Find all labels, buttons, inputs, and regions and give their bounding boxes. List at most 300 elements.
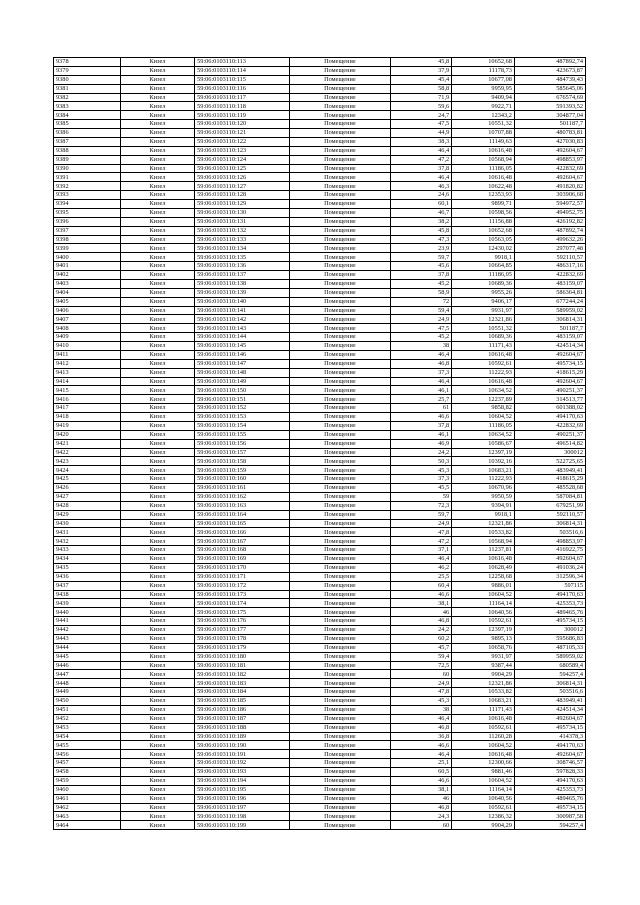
cadastral-value-cell: 424514,34 (514, 705, 585, 714)
table-row (54, 315, 586, 324)
object-type-cell: Помещение (290, 324, 390, 333)
cadastral-number-cell: 59:06:0103110:163 (195, 501, 290, 510)
city-cell: Кизел (120, 634, 194, 643)
area-cell: 24,3 (390, 812, 452, 821)
cadastral-value-cell: 427030,83 (514, 137, 585, 146)
row-number-cell: 9432 (54, 537, 121, 546)
specific-value-cell: 11186,05 (452, 271, 515, 280)
object-type-cell: Помещение (290, 191, 390, 200)
object-type-cell: Помещение (290, 386, 390, 395)
area-cell: 59,4 (390, 652, 452, 661)
cadastral-number-cell: 59:06:0103110:187 (195, 714, 290, 723)
row-number-cell: 9453 (54, 723, 121, 732)
area-cell: 24,9 (390, 679, 452, 688)
cadastral-number-cell: 59:06:0103110:195 (195, 785, 290, 794)
specific-value-cell: 12300,66 (452, 759, 515, 768)
cadastral-value-cell: 492604,67 (514, 714, 585, 723)
area-cell: 72 (390, 297, 452, 306)
specific-value-cell: 10592,61 (452, 723, 515, 732)
cadastral-value-cell: 483949,41 (514, 466, 585, 475)
row-number-cell: 9427 (54, 492, 121, 501)
object-type-cell: Помещение (290, 315, 390, 324)
row-number-cell: 9414 (54, 377, 121, 386)
city-cell: Кизел (120, 377, 194, 386)
cadastral-number-cell: 59:06:0103110:119 (195, 111, 290, 120)
city-cell: Кизел (120, 146, 194, 155)
city-cell: Кизел (120, 413, 194, 422)
table-row (54, 306, 586, 315)
city-cell: Кизел (120, 226, 194, 235)
object-type-cell: Помещение (290, 608, 390, 617)
specific-value-cell: 10628,49 (452, 563, 515, 572)
area-cell: 45,5 (390, 484, 452, 493)
area-cell: 37,1 (390, 546, 452, 555)
area-cell: 47,3 (390, 235, 452, 244)
specific-value-cell: 10640,56 (452, 794, 515, 803)
area-cell: 38,1 (390, 599, 452, 608)
object-type-cell: Помещение (290, 723, 390, 732)
cadastral-number-cell: 59:06:0103110:177 (195, 626, 290, 635)
object-type-cell: Помещение (290, 705, 390, 714)
city-cell: Кизел (120, 528, 194, 537)
cadastral-value-cell: 492604,67 (514, 350, 585, 359)
area-cell: 44,9 (390, 129, 452, 138)
row-number-cell: 9460 (54, 785, 121, 794)
table-row (54, 173, 586, 182)
cadastral-value-table (53, 57, 586, 830)
object-type-cell: Помещение (290, 306, 390, 315)
table-row (54, 546, 586, 555)
city-cell: Кизел (120, 484, 194, 493)
cadastral-value-cell: 494170,63 (514, 413, 585, 422)
row-number-cell: 9437 (54, 581, 121, 590)
table-row (54, 821, 586, 830)
cadastral-value-cell: 483949,41 (514, 697, 585, 706)
city-cell: Кизел (120, 697, 194, 706)
area-cell: 46,7 (390, 208, 452, 217)
specific-value-cell: 10392,16 (452, 457, 515, 466)
object-type-cell: Помещение (290, 794, 390, 803)
cadastral-value-cell: 423673,87 (514, 66, 585, 75)
area-cell: 46,4 (390, 750, 452, 759)
specific-value-cell: 10683,21 (452, 466, 515, 475)
city-cell: Кизел (120, 191, 194, 200)
cadastral-value-cell: 491036,24 (514, 563, 585, 572)
specific-value-cell: 11164,14 (452, 785, 515, 794)
object-type-cell: Помещение (290, 572, 390, 581)
city-cell: Кизел (120, 608, 194, 617)
area-cell: 23,9 (390, 244, 452, 253)
table-row (54, 155, 586, 164)
cadastral-number-cell: 59:06:0103110:147 (195, 359, 290, 368)
area-cell: 25,7 (390, 395, 452, 404)
cadastral-number-cell: 59:06:0103110:173 (195, 590, 290, 599)
object-type-cell: Помещение (290, 484, 390, 493)
object-type-cell: Помещение (290, 732, 390, 741)
row-number-cell: 9451 (54, 705, 121, 714)
table-row (54, 555, 586, 564)
row-number-cell: 9392 (54, 182, 121, 191)
cadastral-number-cell: 59:06:0103110:127 (195, 182, 290, 191)
area-cell: 24,2 (390, 626, 452, 635)
city-cell: Кизел (120, 661, 194, 670)
row-number-cell: 9464 (54, 821, 121, 830)
city-cell: Кизел (120, 84, 194, 93)
row-number-cell: 9456 (54, 750, 121, 759)
cadastral-number-cell: 59:06:0103110:197 (195, 803, 290, 812)
table-row (54, 226, 586, 235)
specific-value-cell: 11260,28 (452, 732, 515, 741)
cadastral-value-cell: 592110,57 (514, 510, 585, 519)
cadastral-value-cell: 495734,15 (514, 359, 585, 368)
specific-value-cell: 9409,94 (452, 93, 515, 102)
table-row (54, 652, 586, 661)
table-row (54, 271, 586, 280)
object-type-cell: Помещение (290, 768, 390, 777)
object-type-cell: Помещение (290, 555, 390, 564)
table-row (54, 333, 586, 342)
area-cell: 45,7 (390, 643, 452, 652)
object-type-cell: Помещение (290, 590, 390, 599)
cadastral-value-cell: 498853,97 (514, 537, 585, 546)
cadastral-value-cell: 306814,31 (514, 315, 585, 324)
city-cell: Кизел (120, 785, 194, 794)
cadastral-value-cell: 486317,16 (514, 262, 585, 271)
cadastral-value-cell: 426192,82 (514, 217, 585, 226)
cadastral-value-cell: 300987,58 (514, 812, 585, 821)
city-cell: Кизел (120, 501, 194, 510)
object-type-cell: Помещение (290, 475, 390, 484)
city-cell: Кизел (120, 182, 194, 191)
city-cell: Кизел (120, 759, 194, 768)
cadastral-value-cell: 418615,29 (514, 368, 585, 377)
area-cell: 60 (390, 821, 452, 830)
specific-value-cell: 10533,82 (452, 528, 515, 537)
area-cell: 24,2 (390, 448, 452, 457)
object-type-cell: Помещение (290, 652, 390, 661)
row-number-cell: 9421 (54, 439, 121, 448)
cadastral-number-cell: 59:06:0103110:165 (195, 519, 290, 528)
specific-value-cell: 10568,94 (452, 155, 515, 164)
table-row (54, 617, 586, 626)
city-cell: Кизел (120, 768, 194, 777)
city-cell: Кизел (120, 102, 194, 111)
cadastral-number-cell: 59:06:0103110:113 (195, 58, 290, 67)
table-row (54, 404, 586, 413)
city-cell: Кизел (120, 324, 194, 333)
row-number-cell: 9428 (54, 501, 121, 510)
row-number-cell: 9436 (54, 572, 121, 581)
row-number-cell: 9416 (54, 395, 121, 404)
cadastral-number-cell: 59:06:0103110:115 (195, 75, 290, 84)
cadastral-value-cell: 303906,68 (514, 191, 585, 200)
object-type-cell: Помещение (290, 759, 390, 768)
area-cell: 37,3 (390, 475, 452, 484)
cadastral-number-cell: 59:06:0103110:199 (195, 821, 290, 830)
object-type-cell: Помещение (290, 208, 390, 217)
table-row (54, 581, 586, 590)
table-row (54, 208, 586, 217)
row-number-cell: 9439 (54, 599, 121, 608)
area-cell: 46,1 (390, 430, 452, 439)
table-row (54, 776, 586, 785)
specific-value-cell: 12237,89 (452, 395, 515, 404)
cadastral-number-cell: 59:06:0103110:166 (195, 528, 290, 537)
specific-value-cell: 9918,1 (452, 510, 515, 519)
table-row (54, 537, 586, 546)
specific-value-cell: 11149,63 (452, 137, 515, 146)
row-number-cell: 9433 (54, 546, 121, 555)
table-row (54, 714, 586, 723)
city-cell: Кизел (120, 492, 194, 501)
object-type-cell: Помещение (290, 448, 390, 457)
city-cell: Кизел (120, 386, 194, 395)
area-cell: 46,4 (390, 350, 452, 359)
cadastral-number-cell: 59:06:0103110:174 (195, 599, 290, 608)
cadastral-number-cell: 59:06:0103110:139 (195, 288, 290, 297)
cadastral-value-cell: 490251,37 (514, 386, 585, 395)
city-cell: Кизел (120, 395, 194, 404)
city-cell: Кизел (120, 155, 194, 164)
cadastral-number-cell: 59:06:0103110:145 (195, 342, 290, 351)
cadastral-value-cell: 480783,81 (514, 129, 585, 138)
row-number-cell: 9423 (54, 457, 121, 466)
cadastral-number-cell: 59:06:0103110:122 (195, 137, 290, 146)
area-cell: 47,5 (390, 120, 452, 129)
row-number-cell: 9388 (54, 146, 121, 155)
area-cell: 61 (390, 404, 452, 413)
object-type-cell: Помещение (290, 510, 390, 519)
cadastral-number-cell: 59:06:0103110:156 (195, 439, 290, 448)
cadastral-number-cell: 59:06:0103110:181 (195, 661, 290, 670)
city-cell: Кизел (120, 555, 194, 564)
cadastral-value-cell: 595686,83 (514, 634, 585, 643)
area-cell: 46,6 (390, 413, 452, 422)
table-row (54, 102, 586, 111)
specific-value-cell: 11164,14 (452, 599, 515, 608)
row-number-cell: 9447 (54, 670, 121, 679)
row-number-cell: 9425 (54, 475, 121, 484)
cadastral-value-cell: 425353,73 (514, 785, 585, 794)
object-type-cell: Помещение (290, 803, 390, 812)
cadastral-value-cell: 489465,76 (514, 794, 585, 803)
area-cell: 46,6 (390, 776, 452, 785)
object-type-cell: Помещение (290, 413, 390, 422)
row-number-cell: 9394 (54, 200, 121, 209)
table-row (54, 93, 586, 102)
row-number-cell: 9459 (54, 776, 121, 785)
row-number-cell: 9444 (54, 643, 121, 652)
table-row (54, 501, 586, 510)
city-cell: Кизел (120, 262, 194, 271)
cadastral-number-cell: 59:06:0103110:153 (195, 413, 290, 422)
table-row (54, 439, 586, 448)
area-cell: 24,9 (390, 315, 452, 324)
city-cell: Кизел (120, 253, 194, 262)
object-type-cell: Помещение (290, 111, 390, 120)
cadastral-value-cell: 499632,26 (514, 235, 585, 244)
table-row (54, 448, 586, 457)
table-row (54, 794, 586, 803)
row-number-cell: 9389 (54, 155, 121, 164)
object-type-cell: Помещение (290, 404, 390, 413)
city-cell: Кизел (120, 173, 194, 182)
object-type-cell: Помещение (290, 235, 390, 244)
cadastral-number-cell: 59:06:0103110:191 (195, 750, 290, 759)
area-cell: 24,9 (390, 519, 452, 528)
object-type-cell: Помещение (290, 288, 390, 297)
cadastral-value-cell: 495734,15 (514, 617, 585, 626)
cadastral-number-cell: 59:06:0103110:194 (195, 776, 290, 785)
area-cell: 47,5 (390, 324, 452, 333)
cadastral-value-cell: 501187,7 (514, 120, 585, 129)
table-row (54, 84, 586, 93)
table-row (54, 279, 586, 288)
cadastral-number-cell: 59:06:0103110:121 (195, 129, 290, 138)
specific-value-cell: 10551,32 (452, 120, 515, 129)
cadastral-value-cell: 494952,75 (514, 208, 585, 217)
table-row (54, 768, 586, 777)
city-cell: Кизел (120, 776, 194, 785)
row-number-cell: 9442 (54, 626, 121, 635)
specific-value-cell: 10592,61 (452, 617, 515, 626)
specific-value-cell: 9922,71 (452, 102, 515, 111)
cadastral-number-cell: 59:06:0103110:136 (195, 262, 290, 271)
city-cell: Кизел (120, 244, 194, 253)
table-row (54, 395, 586, 404)
specific-value-cell: 11186,05 (452, 164, 515, 173)
row-number-cell: 9422 (54, 448, 121, 457)
row-number-cell: 9404 (54, 288, 121, 297)
city-cell: Кизел (120, 439, 194, 448)
object-type-cell: Помещение (290, 102, 390, 111)
cadastral-value-cell: 680589,4 (514, 661, 585, 670)
table-row (54, 386, 586, 395)
table-row (54, 297, 586, 306)
cadastral-number-cell: 59:06:0103110:124 (195, 155, 290, 164)
specific-value-cell: 10604,52 (452, 413, 515, 422)
specific-value-cell: 10634,52 (452, 386, 515, 395)
table-row (54, 492, 586, 501)
city-cell: Кизел (120, 111, 194, 120)
cadastral-value-cell: 304877,04 (514, 111, 585, 120)
object-type-cell: Помещение (290, 634, 390, 643)
row-number-cell: 9454 (54, 732, 121, 741)
area-cell: 50,3 (390, 457, 452, 466)
object-type-cell: Помещение (290, 368, 390, 377)
row-number-cell: 9390 (54, 164, 121, 173)
city-cell: Кизел (120, 368, 194, 377)
cadastral-value-cell: 498853,97 (514, 155, 585, 164)
cadastral-value-cell: 414378,3 (514, 732, 585, 741)
row-number-cell: 9463 (54, 812, 121, 821)
specific-value-cell: 12258,68 (452, 572, 515, 581)
city-cell: Кизел (120, 714, 194, 723)
area-cell: 46,6 (390, 590, 452, 599)
specific-value-cell: 10604,52 (452, 590, 515, 599)
cadastral-value-cell: 594257,4 (514, 670, 585, 679)
area-cell: 46,4 (390, 555, 452, 564)
row-number-cell: 9409 (54, 333, 121, 342)
area-cell: 45,4 (390, 75, 452, 84)
area-cell: 46,8 (390, 723, 452, 732)
city-cell: Кизел (120, 466, 194, 475)
specific-value-cell: 9858,82 (452, 404, 515, 413)
cadastral-value-cell: 485528,68 (514, 484, 585, 493)
specific-value-cell: 9959,95 (452, 84, 515, 93)
table-row (54, 466, 586, 475)
area-cell: 46,2 (390, 563, 452, 572)
object-type-cell: Помещение (290, 563, 390, 572)
row-number-cell: 9403 (54, 279, 121, 288)
row-number-cell: 9441 (54, 617, 121, 626)
cadastral-value-cell: 484739,43 (514, 75, 585, 84)
object-type-cell: Помещение (290, 528, 390, 537)
cadastral-number-cell: 59:06:0103110:172 (195, 581, 290, 590)
area-cell: 60,2 (390, 634, 452, 643)
city-cell: Кизел (120, 271, 194, 280)
cadastral-number-cell: 59:06:0103110:196 (195, 794, 290, 803)
row-number-cell: 9458 (54, 768, 121, 777)
area-cell: 46 (390, 794, 452, 803)
cadastral-number-cell: 59:06:0103110:188 (195, 723, 290, 732)
object-type-cell: Помещение (290, 776, 390, 785)
area-cell: 59,7 (390, 510, 452, 519)
table-row (54, 750, 586, 759)
cadastral-number-cell: 59:06:0103110:192 (195, 759, 290, 768)
object-type-cell: Помещение (290, 342, 390, 351)
object-type-cell: Помещение (290, 688, 390, 697)
specific-value-cell: 12397,19 (452, 448, 515, 457)
object-type-cell: Помещение (290, 359, 390, 368)
cadastral-number-cell: 59:06:0103110:178 (195, 634, 290, 643)
area-cell: 45,2 (390, 279, 452, 288)
cadastral-number-cell: 59:06:0103110:133 (195, 235, 290, 244)
specific-value-cell: 9904,29 (452, 670, 515, 679)
area-cell: 71,9 (390, 93, 452, 102)
table-row (54, 661, 586, 670)
table-row (54, 457, 586, 466)
cadastral-number-cell: 59:06:0103110:128 (195, 191, 290, 200)
specific-value-cell: 10707,88 (452, 129, 515, 138)
row-number-cell: 9446 (54, 661, 121, 670)
city-cell: Кизел (120, 643, 194, 652)
city-cell: Кизел (120, 546, 194, 555)
object-type-cell: Помещение (290, 581, 390, 590)
cadastral-value-cell: 492604,67 (514, 377, 585, 386)
cadastral-value-cell: 597828,33 (514, 768, 585, 777)
table-row (54, 324, 586, 333)
table-row (54, 421, 586, 430)
row-number-cell: 9402 (54, 271, 121, 280)
cadastral-value-cell: 503516,6 (514, 688, 585, 697)
city-cell: Кизел (120, 723, 194, 732)
row-number-cell: 9397 (54, 226, 121, 235)
city-cell: Кизел (120, 741, 194, 750)
cadastral-value-cell: 487105,33 (514, 643, 585, 652)
cadastral-value-cell: 587084,81 (514, 492, 585, 501)
object-type-cell: Помещение (290, 643, 390, 652)
specific-value-cell: 12397,19 (452, 626, 515, 635)
city-cell: Кизел (120, 200, 194, 209)
object-type-cell: Помещение (290, 297, 390, 306)
cadastral-value-cell: 492604,67 (514, 555, 585, 564)
row-number-cell: 9391 (54, 173, 121, 182)
area-cell: 45,3 (390, 466, 452, 475)
row-number-cell: 9395 (54, 208, 121, 217)
specific-value-cell: 10551,32 (452, 324, 515, 333)
cadastral-number-cell: 59:06:0103110:158 (195, 457, 290, 466)
